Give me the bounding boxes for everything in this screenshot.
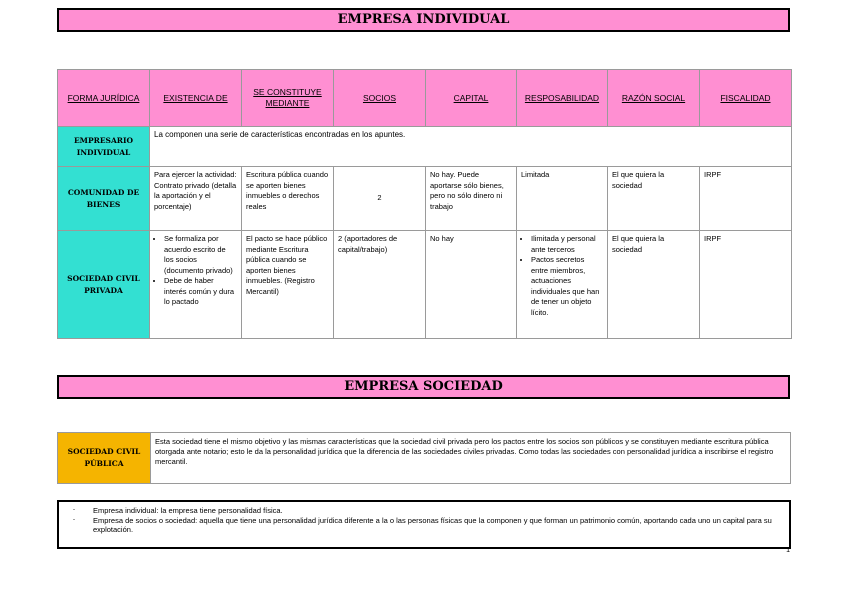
list-item: • Debe de haber interés común y dura lo pactado <box>164 276 237 308</box>
row-label-civil-privada: SOCIEDAD CIVIL PRIVADA <box>58 231 150 339</box>
civil-privada-constituye: El pacto se hace público mediante Escritura pública cuando se aporten bienes inmuebles. (Registro Mercantil) <box>242 231 334 339</box>
civil-publica-label: SOCIEDAD CIVIL PÚBLICA <box>58 433 151 483</box>
civil-privada-responsabilidad <box>517 231 608 339</box>
header-constituye: SE CONSTITUYE MEDIANTE <box>242 70 334 127</box>
header-responsabilidad: RESPOSABILIDAD <box>517 70 608 127</box>
header-fiscalidad: FISCALIDAD <box>700 70 792 127</box>
title-empresa-individual: EMPRESA INDIVIDUAL <box>57 8 790 32</box>
list-item: • Pactos secretos entre miembros, actuaciones individuales que han de tener un objeto lícito. <box>531 255 603 318</box>
comunidad-constituye: Escritura pública cuando se aporten bienes inmuebles o derechos reales <box>242 167 334 231</box>
comunidad-existencia: Para ejercer la actividad: Contrato privado (detalla la aportación y el porcentaje) <box>150 167 242 231</box>
comunidad-capital: No hay. Puede aportarse sólo bienes, pero no sólo dinero ni trabajo <box>426 167 517 231</box>
comunidad-socios: 2 <box>334 167 426 231</box>
civil-privada-existencia <box>150 231 242 339</box>
row-label-comunidad: COMUNIDAD DE BIENES <box>58 167 150 231</box>
table-header-row <box>58 70 792 127</box>
page-number: 1 <box>786 547 790 554</box>
header-existencia: EXISTENCIA DE <box>150 70 242 127</box>
civil-privada-razon: El que quiera la sociedad <box>608 231 700 339</box>
list-item: • Se formaliza por acuerdo escrito de los socios (documento privado) <box>164 234 237 276</box>
civil-publica-box <box>57 432 791 484</box>
comunidad-razon: El que quiera la sociedad <box>608 167 700 231</box>
comunidad-responsabilidad: Limitada <box>517 167 608 231</box>
comparison-table <box>57 69 792 339</box>
header-capital: CAPITAL <box>426 70 517 127</box>
note-item: - Empresa individual: la empresa tiene personalidad física. <box>93 506 783 516</box>
list-item: • Ilimitada y personal ante terceros <box>531 234 603 255</box>
row-label-empresario: EMPRESARIO INDIVIDUAL <box>58 127 150 167</box>
civil-privada-capital: No hay <box>426 231 517 339</box>
table-row-comunidad <box>58 167 792 231</box>
civil-publica-text: Esta sociedad tiene el mismo objetivo y las mismas características que la sociedad civil privada pero los pactos entre los socios son públicos y se constituyen mediante escritura pública otorgada ante notario; esto le da la personalidad jurídica que la diferencia de las sociedades civiles privadas. Como todas las sociedades con personalidad jurídica a inscribirse el registro mercantil. <box>155 437 774 466</box>
notes-box <box>57 500 791 549</box>
civil-privada-socios: 2 (aportadores de capital/trabajo) <box>334 231 426 339</box>
header-socios: SOCIOS <box>334 70 426 127</box>
header-forma-juridica: FORMA JURÍDICA <box>58 70 150 127</box>
empresario-text: La componen una serie de características encontradas en los apuntes. <box>150 127 792 167</box>
note-item: - Empresa de socios o sociedad: aquella que tiene una personalidad jurídica diferente a la o las personas físicas que la componen y que forman un patrimonio común, aportando cada uno un capital para su explotación. <box>93 516 783 535</box>
header-razon-social: RAZÓN SOCIAL <box>608 70 700 127</box>
table-row-civil-privada <box>58 231 792 339</box>
table-row-empresario <box>58 127 792 167</box>
comunidad-fiscalidad: IRPF <box>700 167 792 231</box>
civil-privada-fiscalidad: IRPF <box>700 231 792 339</box>
title-empresa-sociedad: EMPRESA SOCIEDAD <box>57 375 790 399</box>
